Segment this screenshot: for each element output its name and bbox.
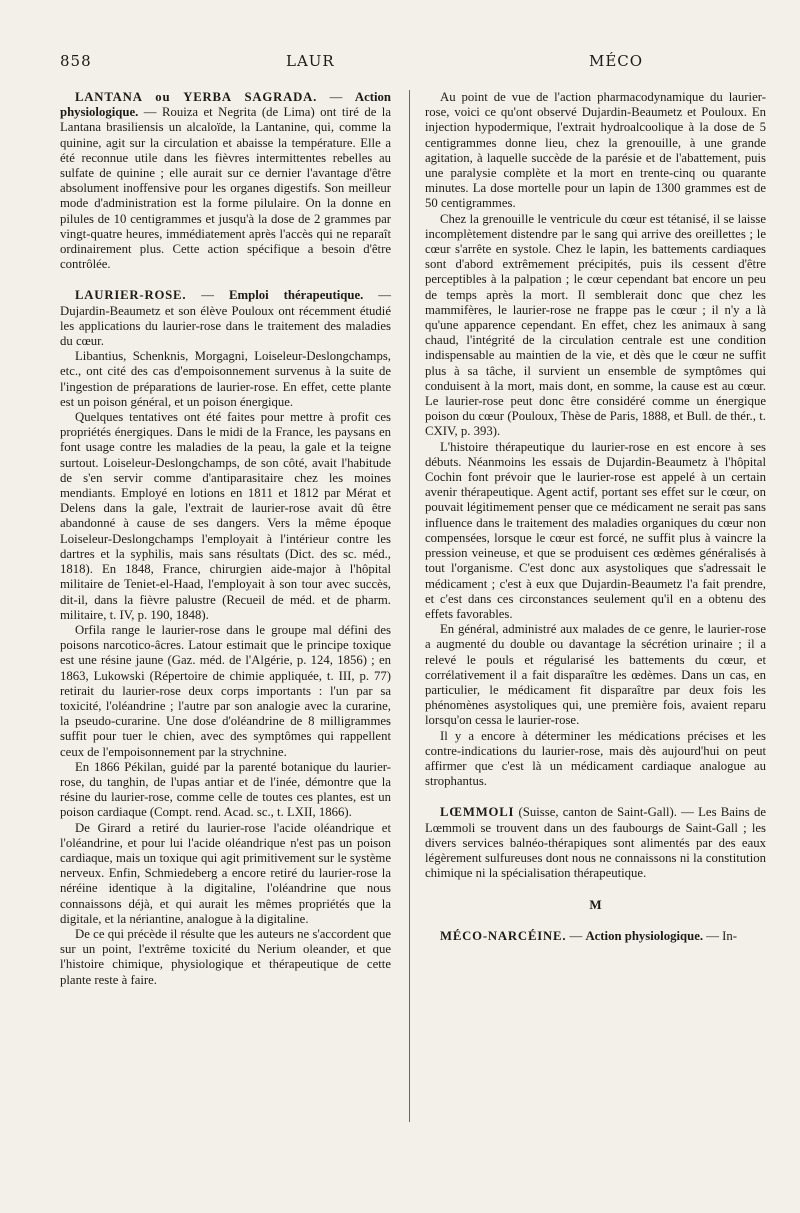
- paragraph: Libantius, Schenknis, Morgagni, Loiseleur-Deslongchamps, etc., ont cité des cas d'empoisonnement survenus à la suite de l'ingestion de préparations de laurier-rose. En effet, cette plante est un poison général, et un poison énergique.: [60, 349, 391, 409]
- entry-head: MÉCO-NARCÉINE.: [440, 928, 567, 943]
- entry-meco-narceine: MÉCO-NARCÉINE. — Action physiologique. — In-: [440, 928, 738, 943]
- entry-subhead: Emploi thérapeutique.: [229, 288, 364, 303]
- entry-loemmoli: [425, 805, 766, 881]
- paragraph: En 1866 Pékilan, guidé par la parenté botanique du laurier-rose, du tanghin, de l'upas antiar et de l'inée, démontre que la résine du laurier-rose, comme celle de toutes ces plantes, est un poison cardiaque (Compt. rend. Acad. sc., t. LXII, 1866).: [60, 759, 391, 820]
- left-running-title: LAUR: [286, 52, 335, 70]
- page-number: 858: [60, 52, 92, 70]
- entry-body: — Rouiza et Negrita (de Lima) ont tiré de la Lantana brasiliensis un alcaloïde, la Lantanine, qui, comme la quinine, agit sur la circulation et abaisse la température. Elle a été reconnue utile dans les fièvres intermittentes rebelles au sulfate de quinine ; elle aurait sur ce dernier l'avantage d'être absolument inoffensive pour les organes digestifs. Son meilleur mode d'administration est la forme pilulaire. On la donne en pilules de 10 centigrammes et jusqu'à la dose de 2 grammes par vingt-quatre heures, immédiatement après l'accès qui ne reparaît ordinairement plus. Cette action spécifique a besoin d'être contrôlée.: [60, 105, 392, 272]
- paragraph: En général, administré aux malades de ce genre, le laurier-rose a augmenté du double ou davantage la sécrétion urinaire ; il a relevé le pouls et régularisé les battements du cœur, et corrélativement il a fait disparaître les œdèmes. Dans un cas, en particulier, le médicament fit disparaître par deux fois les phénomènes asystoliques qui, une première fois, avaient reparu lorsqu'on cessa le laurier-rose.: [425, 622, 766, 728]
- entry-subhead: Action physiologique.: [585, 928, 704, 943]
- paragraph: De ce qui précède il résulte que les auteurs ne s'accordent que sur un point, l'extrême toxicité du Nerium oleander, et que l'histoire chimique, physiologique et thérapeutique de cette plante reste à faire.: [60, 926, 391, 987]
- entry-body: (Suisse, canton de Saint-Gall). — Les Bains de Lœmmoli se trouvent dans un des faubourgs de Saint-Gall ; les divers services balnéo-thérapiques sont alimentés par des eaux légèrement sulfureuses dont nous ne connaissons ni la constitution chimique ni la spécialisation thérapeutique.: [425, 805, 767, 881]
- left-column: [60, 90, 391, 988]
- paragraph: Il y a encore à déterminer les médications précises et les contre-indications du laurier-rose, mais dès aujourd'hui on peut affirmer que c'est là un médicament cardiaque analogue au strophantus.: [425, 728, 766, 789]
- paragraph: Au point de vue de l'action pharmacodynamique du laurier-rose, voici ce qu'ont observé Dujardin-Beaumetz et Pouloux. En injection hypodermique, l'extrait hydroalcoolique à la dose de 5 centigrammes donne lieu, chez la grenouille, à une grande agitation, à laquelle succède de la parésie et de l'abattement, puis une paralysie complète et la mort en trente-cinq ou quarante minutes. La dose mortelle pour un lapin de 1300 grammes est de 50 centigrammes.: [425, 90, 766, 211]
- entry-head: LAURIER-ROSE.: [75, 288, 187, 303]
- paragraph: Orfila range le laurier-rose dans le groupe mal défini des poisons narcotico-âcres. Latour estimait que le principe toxique est une résine jaune (Gaz. méd. de l'Algérie, p. 124, 1856) ; en 1863, Lukowski (Répertoire de chimie appliquée, t. III, p. 77) retirait du laurier-rose deux corps importants : l'un par sa toxicité, l'oléandrine ; l'autre par son analogie avec la curarine, la pseudo-curarine. Une dose d'oléandrine de 8 milligrammes suffit pour tuer le chien, avec des symptômes qui rappellent ceux de l'empoisonnement par la strychnine.: [60, 622, 391, 759]
- right-running-title: MÉCO: [589, 52, 644, 70]
- paragraph: — Dujardin-Beaumetz et son élève Pouloux ont récemment étudié les applications du laurier-rose dans le traitement des maladies du cœur.: [60, 288, 392, 349]
- paragraph: L'histoire thérapeutique du laurier-rose en est encore à ses débuts. Néanmoins les essais de Dujardin-Beaumetz à l'hôpital Cochin font prévoir que le laurier-rose est appelé à un certain avenir thérapeutique. Agent actif, portant ses effet sur le cœur, on pouvait légitimement penser que ce médicament ne serait pas sans influence dans le traitement des maladies organiques du cœur non compensées, lorsque le cœur est forcé, ne suffit plus à vaincre la pression veineuse, et que se produisent ces œdèmes généralisés à tout l'organisme. C'est donc aux asystoliques que s'adressait le médicament ; c'est à eux que Dujardin-Beaumetz l'a fait prendre, et c'est dans ces circonstances seulement qu'il en a obtenu des effets favorables.: [425, 439, 766, 621]
- entry-subhead: Action physiologique.: [60, 90, 391, 120]
- running-header: [0, 52, 800, 76]
- entry-head: LŒMMOLI: [440, 805, 515, 820]
- entry-laurier-rose: LAURIER-ROSE. — Emploi thérapeutique. — Dujardin-Beaumetz et son élève Pouloux ont récemment étudié les applications du laurier-rose dans le traitement des maladies du cœur.: [60, 288, 392, 349]
- paragraph: Chez la grenouille le ventricule du cœur est tétanisé, il se laisse incomplètement distendre par le sang qui arrive des oreillettes ; le cœur s'arrête en systole. Chez le lapin, les battements cardiaques sont d'abord extrêmement précipités, puis ils cessent d'être perceptibles à la palpation ; le cœur cependant bat encore un peu de temps après la mort. Il semblerait donc que chez les mammifères, le laurier-rose ne frappe pas le cœur ; il n'y a là qu'une apparence cependant. En effet, chez les animaux à sang chaud, l'intégrité de la circulation centrale est une condition indispensable au maintien de la vie, et dès que le cœur ne suffit plus à sa tâche, il survient un ensemble de symptômes qui conduisent à la mort, mais dont, en somme, la cause est au cœur. Le laurier-rose peut donc être considéré comme un énergique poison du cœur (Pouloux, Thèse de Paris, 1888, et Bull. de thér., t. CXIV, p. 393).: [425, 211, 766, 439]
- paragraph: De Girard a retiré du laurier-rose l'acide oléandrique et l'oléandrine, et pour lui l'acide oléandrique n'est pas un poison cardiaque, mais un toxique qui agit primitivement sur le système nerveux. Enfin, Schmiedeberg a encore retiré du laurier-rose la néréine identique à la digitaline, l'oléandrine que nous connaissons déjà, et qui aurait les mêmes propriétés que la digitale, et la nériantine, analogue à la digitaline.: [60, 820, 391, 926]
- entry-body: — In-: [706, 928, 738, 943]
- right-column: [425, 90, 766, 944]
- entry-head: LANTANA ou YERBA SAGRADA.: [75, 90, 318, 104]
- column-divider: [409, 90, 410, 1122]
- paragraph: Quelques tentatives ont été faites pour mettre à profit ces propriétés énergiques. Dans le midi de la France, les paysans en font usage contre les maladies de la peau, la gale et la teigne surtout. Loiseleur-Deslongchamps, de son côté, avait l'habitude de s'en servir comme d'antiparasitaire chez les moines mendiants. Employé en lotions en 1811 et 1812 par Mérat et Delens dans la gale, l'extrait de laurier-rose avait dû être abandonné à cause de ses dangers. Vers la même époque Loiseleur-Deslongchamps l'employait à l'intérieur contre les dartres et la syphilis, mais sans résultats (Dict. des sc. méd., 1818). En 1848, France, chirurgien aide-major à l'hôpital militaire de Teniet-el-Haad, l'employait à son tour avec succès, dit-il, dans la fièvre palustre (Recueil de méd. et de pharm. militaire, t. IV, p. 190, 1848).: [60, 410, 391, 622]
- section-letter: M: [589, 897, 602, 913]
- entry-lantana: LANTANA ou YERBA SAGRADA. — Action physiologique. — Rouiza et Negrita (de Lima) ont tiré de la Lantana brasiliensis un alcaloïde, la Lantanine, qui, comme la quinine, agit sur la circulation et abaisse la température. Elle a été reconnue utile dans les fièvres intermittentes rebelles au sulfate de quinine ; elle aurait sur ce dernier l'avantage d'être absolument inoffensive pour les organes digestifs. Son meilleur mode d'administration est la forme pilulaire. On la donne en pilules de 10 centigrammes et jusqu'à la dose de 2 grammes par vingt-quatre heures, immédiatement après l'accès qui ne reparaît ordinairement plus. Cette action spécifique a besoin d'être contrôlée.: [60, 90, 392, 272]
